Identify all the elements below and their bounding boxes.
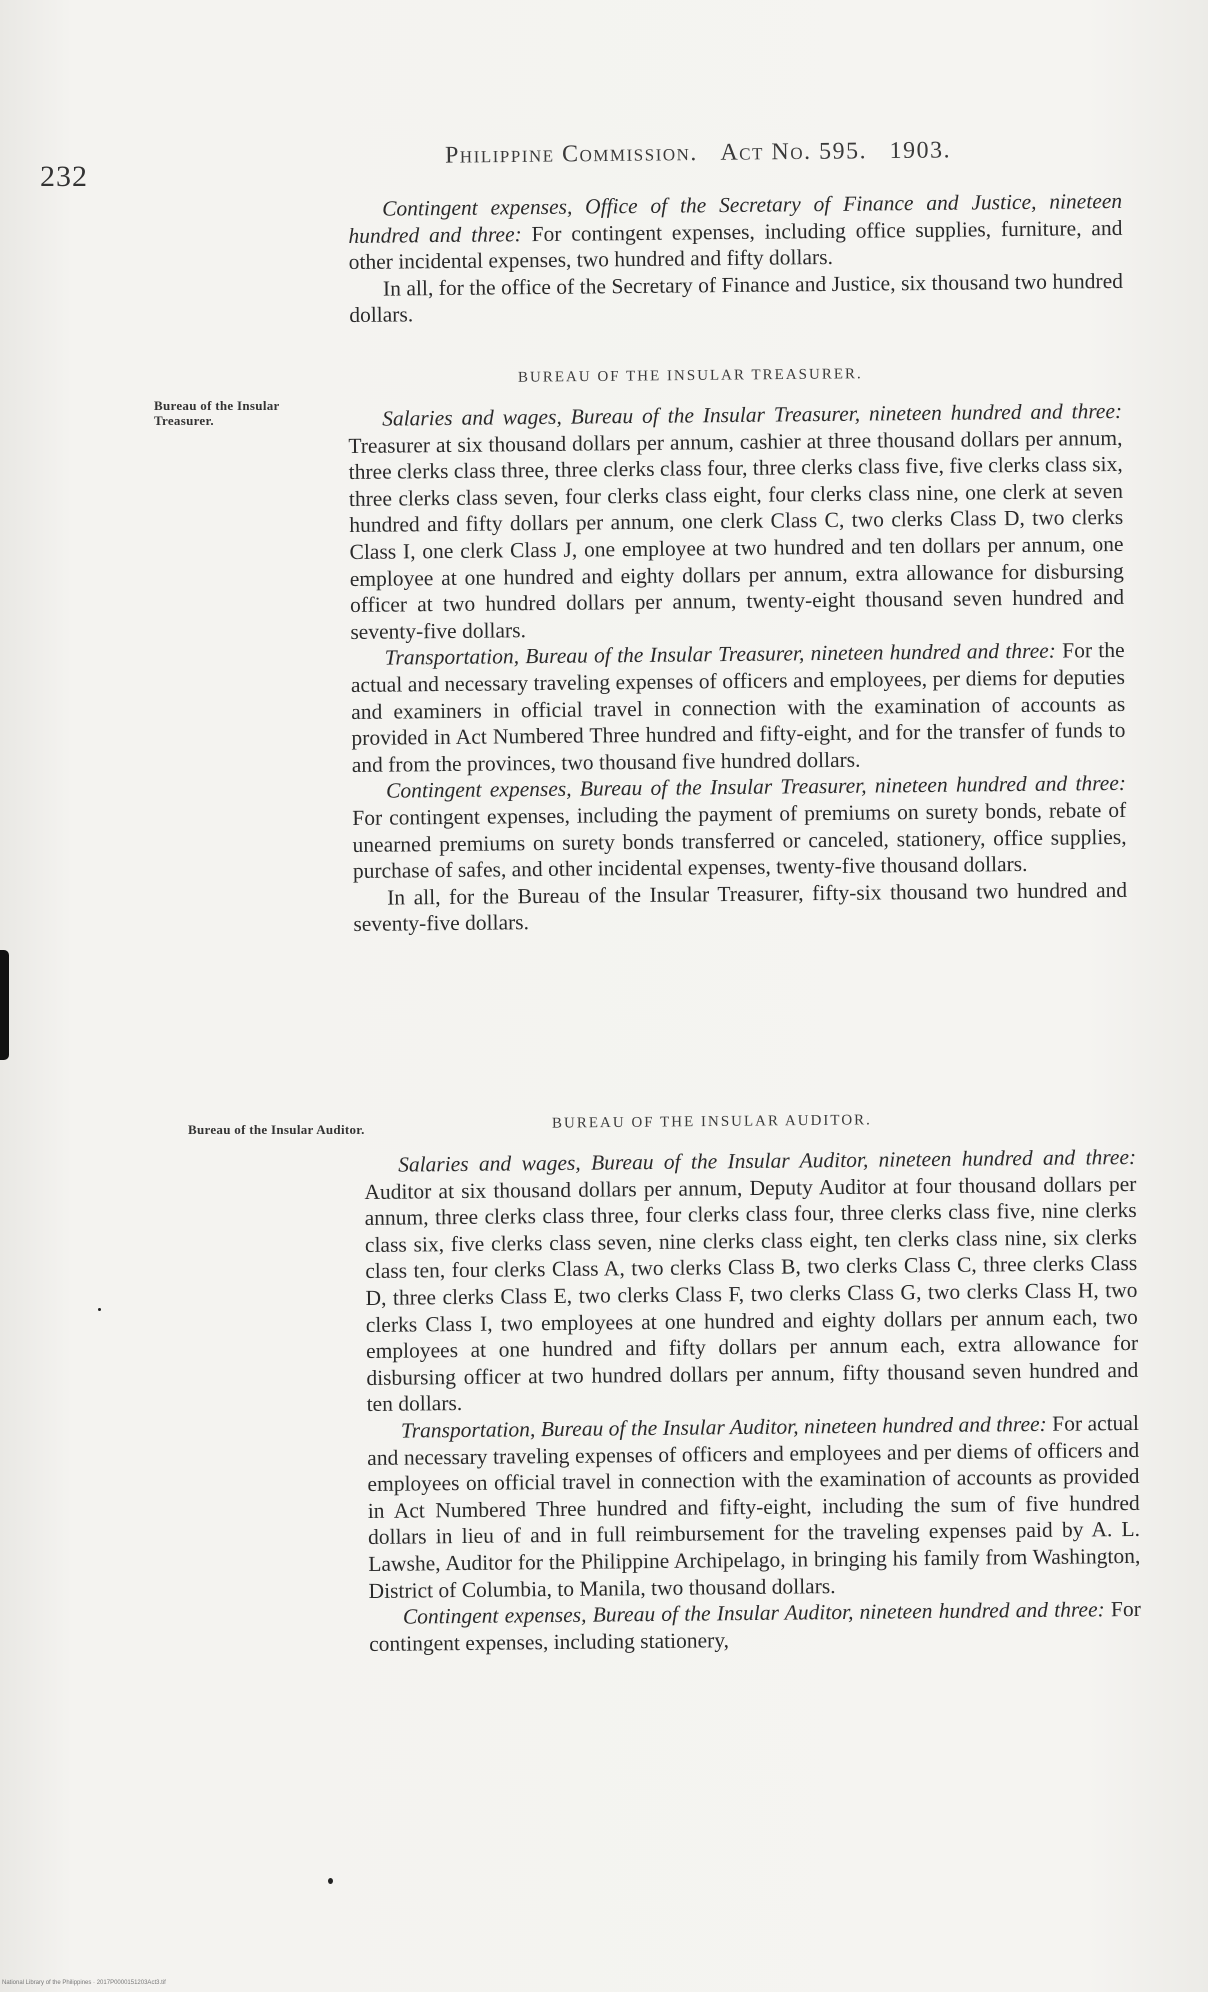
paragraph-lead: Contingent expenses, Bureau of the Insular Auditor, nineteen hundred and three: [402, 1597, 1105, 1629]
scan-edge-mark [0, 950, 9, 1060]
paragraph [352, 770, 1127, 884]
page-number: 232 [40, 160, 88, 193]
paragraph-body: In all, for the office of the Secretary of Finance and Justice, six thousand two hundred dollars. [349, 268, 1124, 328]
secretary-block [348, 188, 1123, 329]
paragraph-body: For the actual and necessary traveling expenses of officers and employees, per diems for deputies and examiners in official travel in connection with the examination of accounts as provided in Act Numbered Three hundred and fifty-eight, and for the transfer of funds to and from the provinces, two thousand five hundred dollars. [350, 638, 1126, 777]
auditor-block [364, 1144, 1141, 1657]
paragraph-body: For contingent expenses, including stationery, [369, 1596, 1141, 1656]
running-head-act: Act No. 595. [720, 138, 868, 166]
paragraph [369, 1596, 1142, 1657]
treasurer-block [348, 398, 1128, 938]
margin-note-auditor: Bureau of the Insular Auditor. [188, 1122, 365, 1137]
section-heading-auditor: BUREAU OF THE INSULAR AUDITOR. [551, 1112, 872, 1132]
paragraph [364, 1144, 1139, 1418]
paragraph [348, 398, 1124, 645]
paragraph-lead: Salaries and wages, Bureau of the Insular Auditor, nineteen hundred and three: [398, 1144, 1137, 1177]
section-heading-treasurer: BUREAU OF THE INSULAR TREASURER. [517, 366, 863, 386]
paragraph-body: Auditor at six thousand dollars per annum, Deputy Auditor at four thousand dollars per annum, three clerks class three, four clerks class four, three clerks class five, nine clerks class six, five clerks class seven, nine clerks class eight, ten clerks class nine, six clerks class ten, four clerks Class A, two clerks Class B, two clerks Class C, three clerks Class D, three clerks Class E, two clerks Class F, two clerks Class G, two clerks Class H, two clerks Class I, two employees at one hundred and eighty dollars per annum each, two employees at one hundred and fifty dollars per annum each, extra allowance for disbursing officer at two hundred dollars per annum, fifty thousand seven hundred and ten dollars. [364, 1171, 1139, 1417]
paragraph-body: For contingent expenses, including the payment of premiums on surety bonds, rebate of unearned premiums on surety bonds transferred or canceled, stationery, office supplies, purchase of safes, and other incidental expenses, twenty-five thousand dollars. [352, 797, 1127, 884]
paragraph-lead: Salaries and wages, Bureau of the Insular Treasurer, nineteen hundred and three: [382, 398, 1123, 431]
running-head [445, 137, 951, 169]
paragraph-lead: Transportation, Bureau of the Insular Auditor, nineteen hundred and three: [400, 1411, 1047, 1443]
paragraph-body: For contingent expenses, including office supplies, furniture, and other incidental expenses, two hundred and fifty dollars. [348, 215, 1123, 275]
paragraph [351, 637, 1126, 778]
paragraph-body: In all, for the Bureau of the Insular Treasurer, fifty-six thousand two hundred and seventy-five dollars. [353, 877, 1128, 937]
paragraph-body: For actual and necessary traveling expenses of officers and employees and per diems of officers and employees on official travel in connection with the examination of accounts as provided in Act Numbered Three hundred and fifty-eight, including the sum of five hundred dollars in lieu of and in full reimbursement for the traveling expenses paid by A. L. Lawshe, Auditor for the Philippine Archipelago, in bringing his family from Washington, District of Columbia, to Manila, two thousand dollars. [367, 1410, 1141, 1603]
running-head-commission: Philippine Commission. [444, 140, 699, 169]
paragraph [367, 1410, 1141, 1604]
paragraph-total [353, 877, 1128, 938]
running-head-year: 1903. [889, 137, 952, 164]
scan-speck [328, 1878, 333, 1884]
paragraph [348, 188, 1123, 276]
paragraph-lead: Transportation, Bureau of the Insular Treasurer, nineteen hundred and three: [384, 638, 1057, 670]
paragraph-body: Treasurer at six thousand dollars per annum, cashier at three thousand dollars per annum, three clerks class three, three clerks class four, three clerks class five, five clerks class six, three clerks class seven, four clerks class eight, four clerks class nine, one clerk at seven hundred and fifty dollars per annum, one clerk Class C, two clerks Class D, two clerks Class I, one clerk Class J, one employee at two hundred and ten dollars per annum, one employee at one hundred and eighty dollars per annum, extra allowance for disbursing officer at two hundred dollars per annum, twenty-eight thousand seven hundred and seventy-five dollars. [348, 425, 1125, 644]
paragraph-lead: Contingent expenses, Bureau of the Insular Treasurer, nineteen hundred and three: [385, 771, 1127, 803]
paragraph-lead: Contingent expenses, Office of the Secretary of Finance and Justice, nineteen hundred and three: [348, 188, 1123, 248]
margin-note-treasurer: Bureau of the Insular Treasurer. [154, 398, 280, 428]
paragraph-total [349, 268, 1124, 329]
scan-speck [98, 1308, 101, 1311]
scan-footer-note: National Library of the Philippines · 2017P0000151203Act3.tif [2, 1980, 166, 1986]
